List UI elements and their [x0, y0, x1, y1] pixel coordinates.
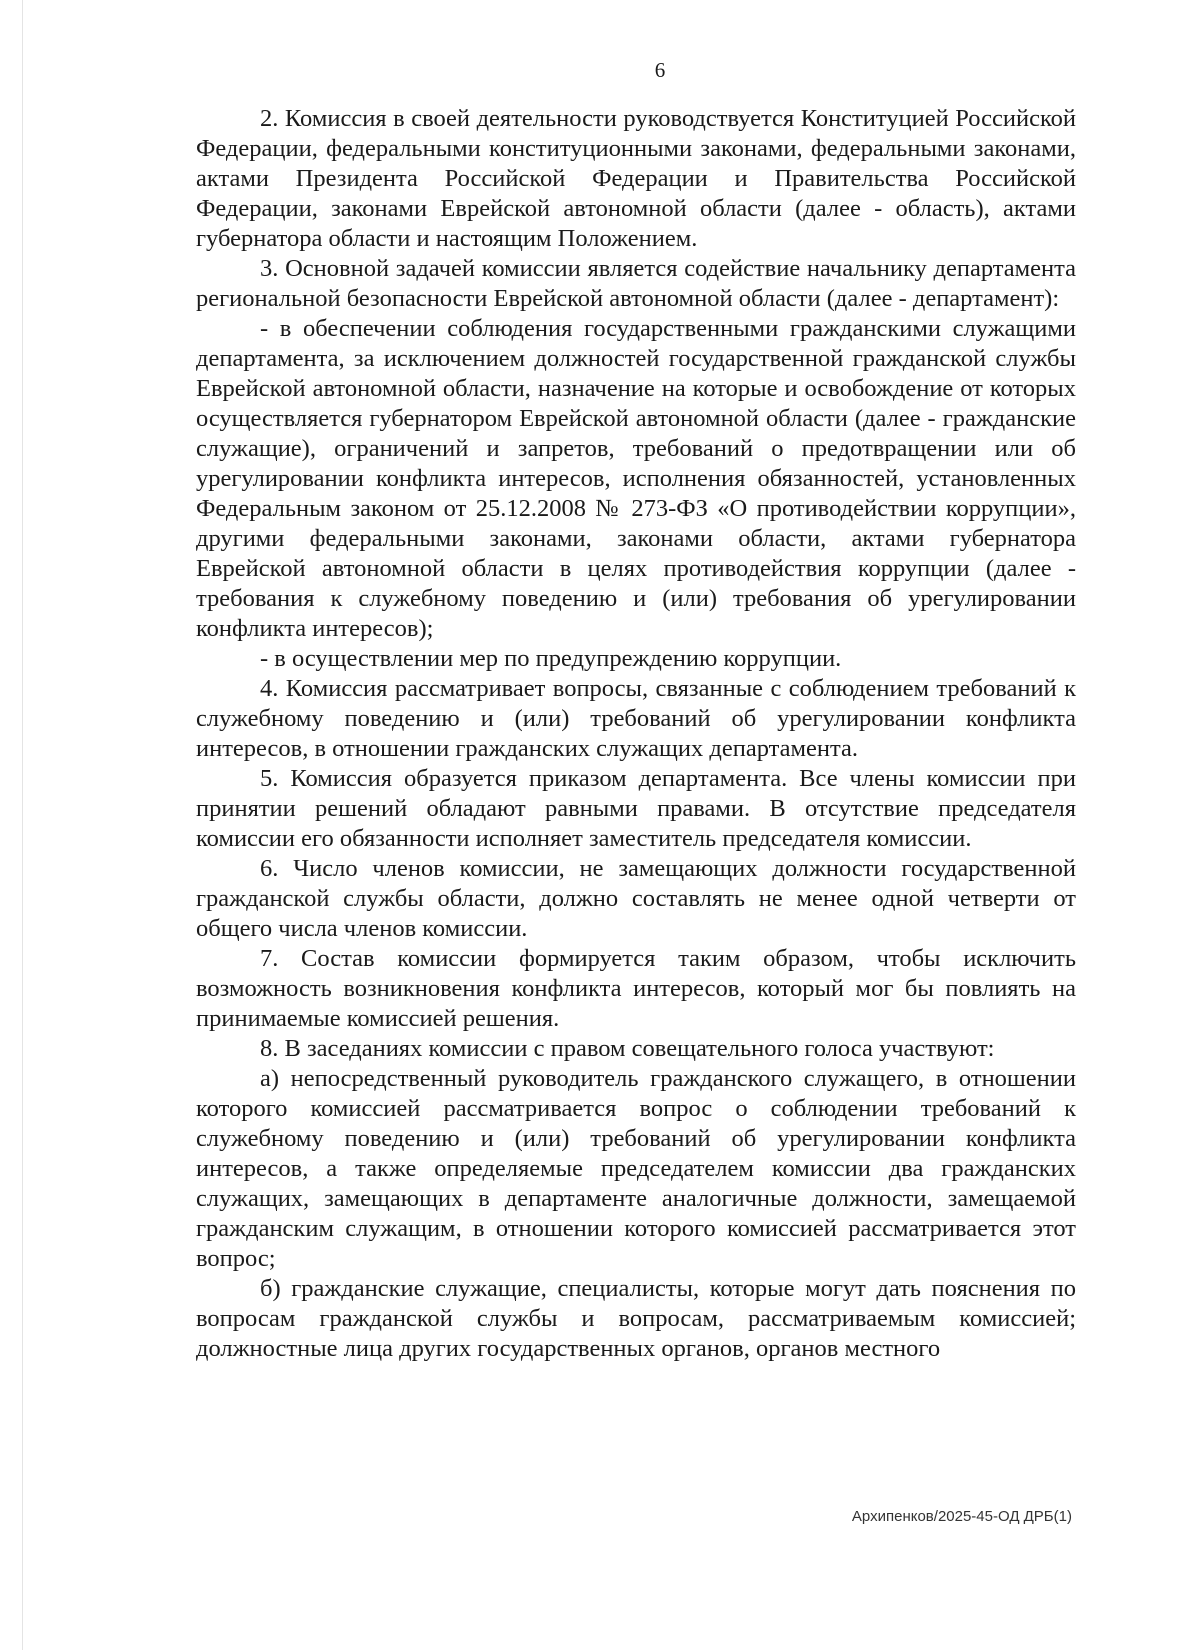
paragraph-3-bullet-compliance: - в обеспечении соблюдения государственными гражданскими служащими департамента, за исключением должностей государственной гражданской службы Еврейской автономной области, назначение на которые и освобождение от которых осуществляется губернатором Еврейской автономной области (далее - гражданские служащие), ограничений и запретов, требований о предотвращении или об урегулировании конфликта интересов, исполнения обязанностей, установленных Федеральным законом от 25.12.2008 № 273-ФЗ «О противодействии коррупции», другими федеральными законами, законами области, актами губернатора Еврейской автономной области в целях противодействия коррупции (далее - требования к служебному поведению и (или) требования об урегулировании конфликта интересов);: [196, 315, 1076, 642]
paragraph-7-composition: 7. Состав комиссии формируется таким образом, чтобы исключить возможность возникновения конфликта интересов, который мог бы повлиять на принимаемые комиссией решения.: [196, 945, 1076, 1032]
scan-edge-line: [22, 0, 23, 1650]
paragraph-8-participants: 8. В заседаниях комиссии с правом совещательного голоса участвуют:: [260, 1035, 995, 1062]
paragraph-4-scope: 4. Комиссия рассматривает вопросы, связанные с соблюдением требований к служебному поведению и (или) требований об урегулировании конфликта интересов, в отношении гражданских служащих департамента.: [196, 675, 1076, 762]
page-number: 6: [654, 58, 666, 82]
paragraph-3-main-task: 3. Основной задачей комиссии является содействие начальнику департамента региональной безопасности Еврейской автономной области (далее - департамент):: [196, 255, 1076, 312]
paragraph-8a-supervisor: а) непосредственный руководитель гражданского служащего, в отношении которого комиссией рассматривается вопрос о соблюдении требований к служебному поведению и (или) требований об урегулировании конфликта интересов, а также определяемые председателем комиссии два гражданских служащих, замещающих в департаменте аналогичные должности, замещаемой гражданским служащим, в отношении которого комиссией рассматривается этот вопрос;: [196, 1065, 1076, 1272]
paragraph-3-bullet-prevention: - в осуществлении мер по предупреждению коррупции.: [260, 645, 842, 672]
paragraph-6-membership: 6. Число членов комиссии, не замещающих должности государственной гражданской службы области, должно составлять не менее одной четверти от общего числа членов комиссии.: [196, 855, 1076, 942]
paragraph-5-formation: 5. Комиссия образуется приказом департамента. Все члены комиссии при принятии решений обладают равными правами. В отсутствие председателя комиссии его обязанности исполняет заместитель председателя комиссии.: [196, 765, 1076, 852]
paragraph-8b-specialists: б) гражданские служащие, специалисты, которые могут дать пояснения по вопросам гражданской службы и вопросам, рассматриваемым комиссией; должностные лица других государственных органов, органов местного: [196, 1275, 1076, 1362]
document-footer-code: Архипенков/2025-45-ОД ДРБ(1): [851, 1508, 1072, 1525]
document-body: [196, 104, 1076, 1364]
paragraph-2-guidance: 2. Комиссия в своей деятельности руководствуется Конституцией Российской Федерации, федеральными конституционными законами, федеральными законами, актами Президента Российской Федерации и Правительства Российской Федерации, законами Еврейской автономной области (далее - область), актами губернатора области и настоящим Положением.: [196, 105, 1076, 252]
